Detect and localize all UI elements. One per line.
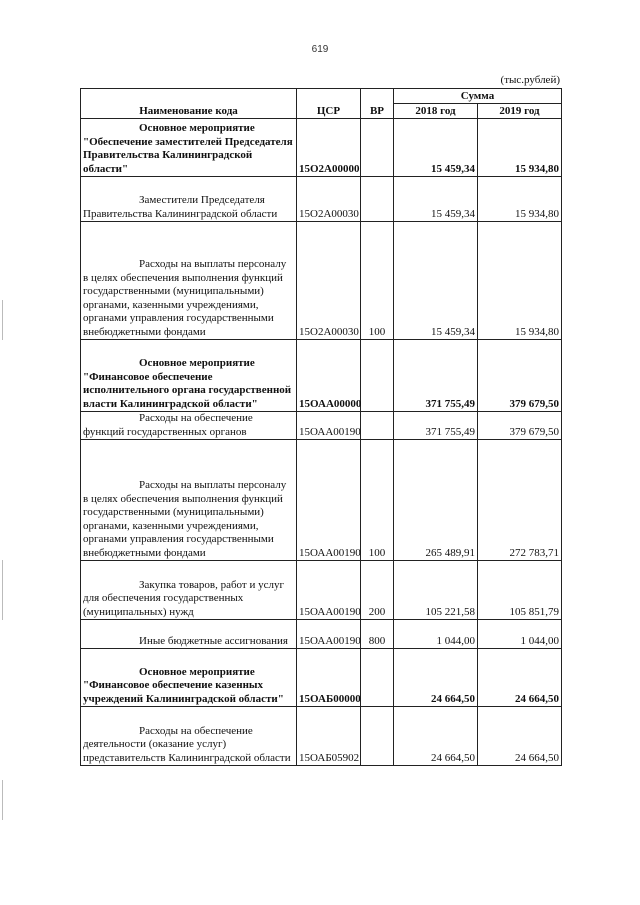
- row-sum-2018: 371 755,49: [394, 412, 478, 440]
- table-row: [81, 177, 562, 222]
- row-sum-2018: 1 044,00: [394, 620, 478, 649]
- row-sum-2019: 15 934,80: [478, 177, 562, 222]
- row-vr: [361, 119, 394, 177]
- row-csr: 15О2А00030: [297, 177, 361, 222]
- row-csr: 15ОАБ05902: [297, 707, 361, 766]
- row-vr: [361, 649, 394, 707]
- header-sum: Сумма: [394, 89, 562, 104]
- row-name: Расходы на выплаты персоналу в целях обеспечения выполнения функций государственными (муниципальными) органами, казенными учреждениями, органами управления государственными внебюджетными фондами: [81, 440, 297, 561]
- table-row: [81, 340, 562, 412]
- row-name: Заместители Председателя Правительства Калининградской области: [81, 177, 297, 222]
- table-row: [81, 222, 562, 340]
- row-sum-2018: 15 459,34: [394, 222, 478, 340]
- row-sum-2018: 265 489,91: [394, 440, 478, 561]
- row-vr: 100: [361, 222, 394, 340]
- units-label: (тыс.рублей): [500, 74, 560, 86]
- row-sum-2019: 24 664,50: [478, 707, 562, 766]
- row-sum-2018: 24 664,50: [394, 649, 478, 707]
- row-sum-2018: 24 664,50: [394, 707, 478, 766]
- row-csr: 15ОАА00190: [297, 440, 361, 561]
- header-year-2019: 2019 год: [478, 104, 562, 119]
- row-vr: [361, 412, 394, 440]
- row-name: Расходы на выплаты персоналу в целях обеспечения выполнения функций государственными (муниципальными) органами, казенными учреждениями, органами управления государственными внебюджетными фондами: [81, 222, 297, 340]
- row-csr: 15ОАА00190: [297, 561, 361, 620]
- row-csr: 15ОАБ00000: [297, 649, 361, 707]
- row-vr: [361, 707, 394, 766]
- header-vr: ВР: [361, 89, 394, 119]
- table-row: [81, 440, 562, 561]
- scan-edge-mark: [2, 780, 3, 820]
- table-row: [81, 412, 562, 440]
- row-sum-2019: 379 679,50: [478, 412, 562, 440]
- row-csr: 15О2А00000: [297, 119, 361, 177]
- header-csr: ЦСР: [297, 89, 361, 119]
- row-vr: 800: [361, 620, 394, 649]
- table-row: [81, 119, 562, 177]
- budget-table: [80, 88, 562, 766]
- row-name: Расходы на обеспечение функций государственных органов: [81, 412, 297, 440]
- scan-edge-mark: [2, 560, 3, 620]
- row-sum-2019: 379 679,50: [478, 340, 562, 412]
- row-sum-2019: 24 664,50: [478, 649, 562, 707]
- scan-edge-mark: [2, 300, 3, 340]
- row-sum-2019: 1 044,00: [478, 620, 562, 649]
- row-csr: 15ОАА00190: [297, 620, 361, 649]
- row-sum-2019: 15 934,80: [478, 119, 562, 177]
- row-name: Иные бюджетные ассигнования: [81, 620, 297, 649]
- row-sum-2018: 15 459,34: [394, 119, 478, 177]
- table-row: [81, 561, 562, 620]
- row-sum-2019: 272 783,71: [478, 440, 562, 561]
- row-sum-2018: 371 755,49: [394, 340, 478, 412]
- row-sum-2018: 105 221,58: [394, 561, 478, 620]
- row-name: Закупка товаров, работ и услуг для обеспечения государственных (муниципальных) нужд: [81, 561, 297, 620]
- table-row: [81, 649, 562, 707]
- header-name: Наименование кода: [81, 89, 297, 119]
- page-number: 619: [311, 44, 329, 55]
- row-vr: [361, 177, 394, 222]
- row-csr: 15О2А00030: [297, 222, 361, 340]
- row-name: Основное мероприятие "Обеспечение заместителей Председателя Правительства Калининградской области": [81, 119, 297, 177]
- row-name: Основное мероприятие "Финансовое обеспечение казенных учреждений Калининградской области": [81, 649, 297, 707]
- row-vr: 200: [361, 561, 394, 620]
- row-csr: 15ОАА00000: [297, 340, 361, 412]
- table-row: [81, 707, 562, 766]
- row-sum-2019: 15 934,80: [478, 222, 562, 340]
- row-sum-2019: 105 851,79: [478, 561, 562, 620]
- row-vr: 100: [361, 440, 394, 561]
- row-vr: [361, 340, 394, 412]
- row-csr: 15ОАА00190: [297, 412, 361, 440]
- row-sum-2018: 15 459,34: [394, 177, 478, 222]
- row-name: Расходы на обеспечение деятельности (оказание услуг) представительств Калининградской области: [81, 707, 297, 766]
- row-name: Основное мероприятие "Финансовое обеспечение исполнительного органа государственной власти Калининградской области": [81, 340, 297, 412]
- header-year-2018: 2018 год: [394, 104, 478, 119]
- table-row: [81, 620, 562, 649]
